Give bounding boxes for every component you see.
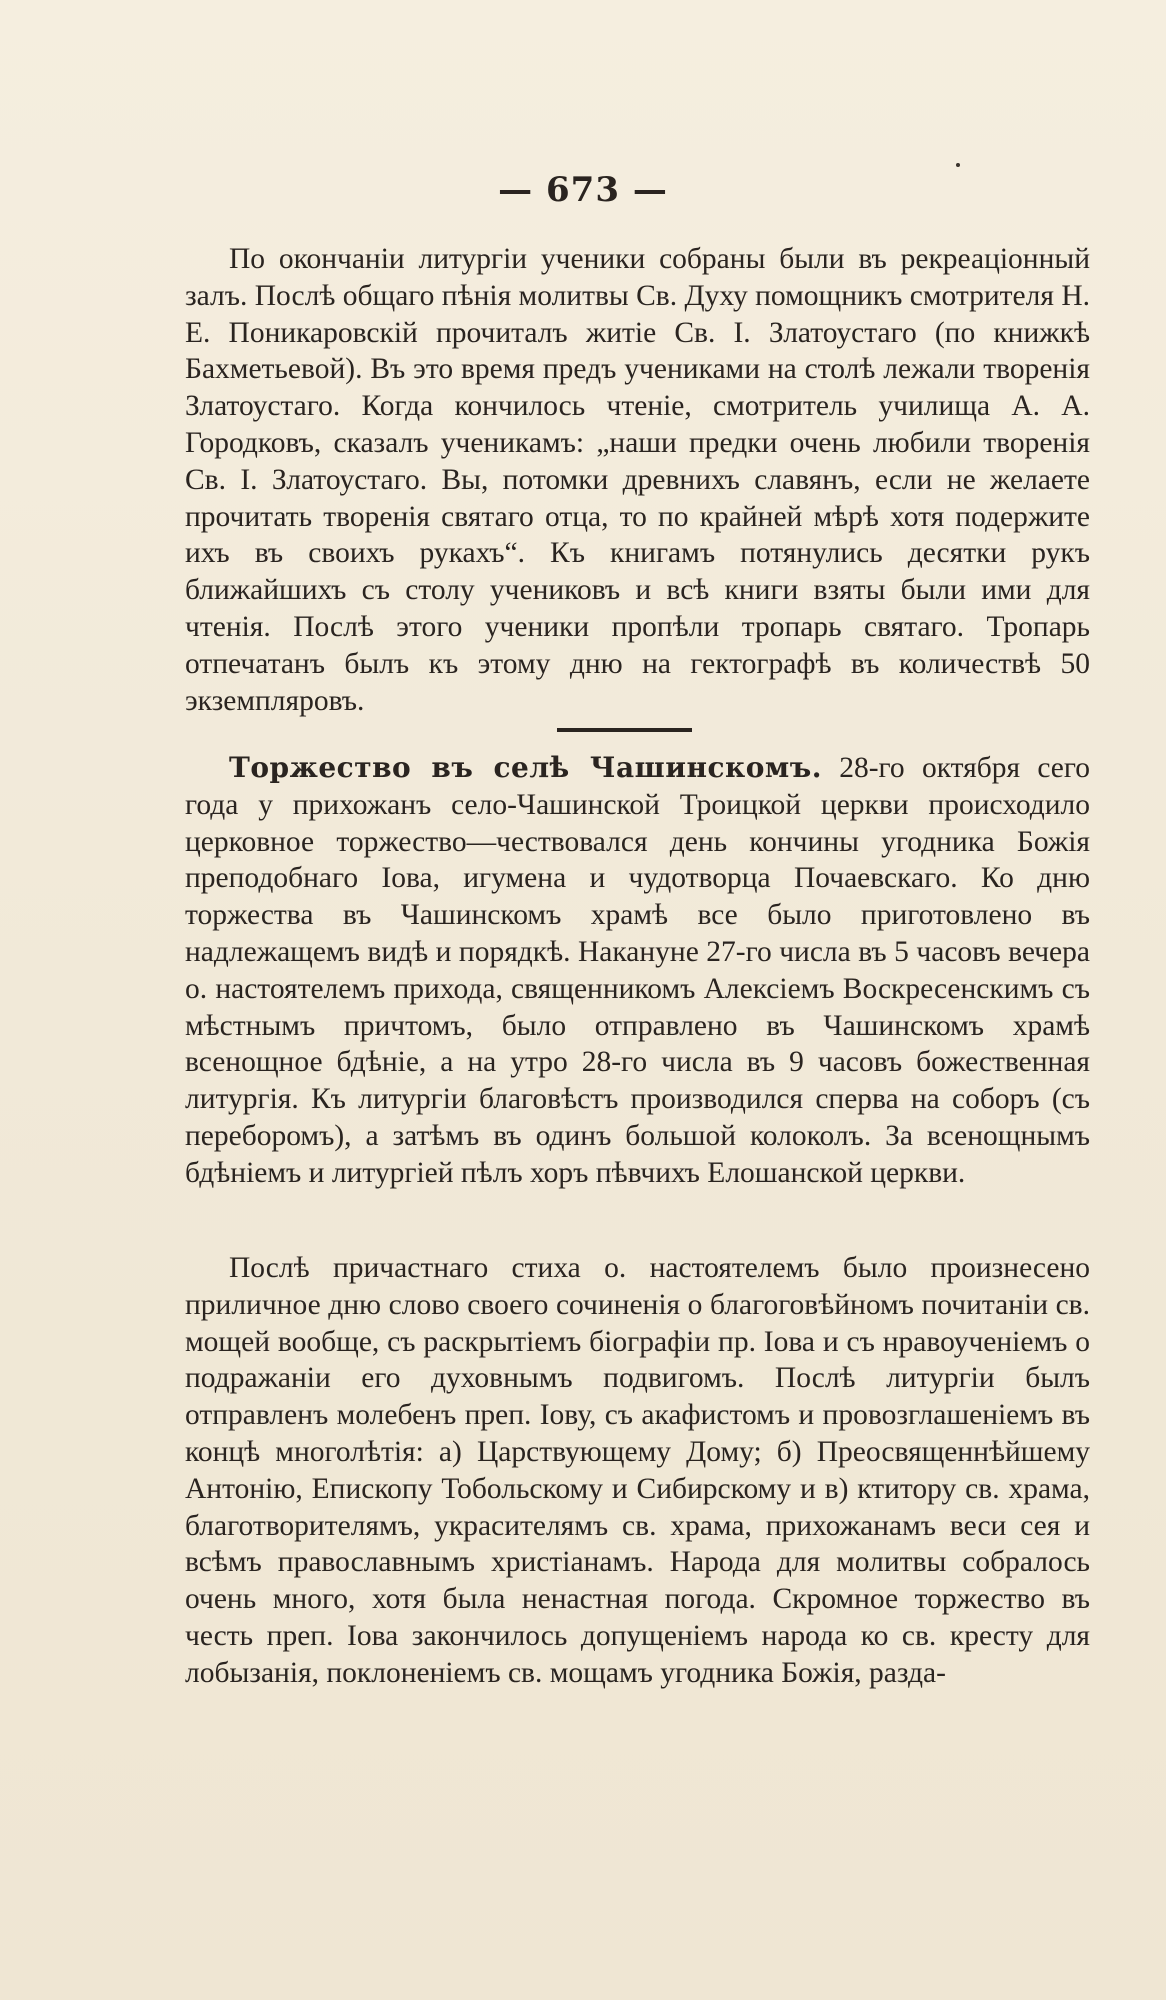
paragraph-celebration xyxy=(185,750,1090,1192)
section-divider xyxy=(557,728,692,732)
text-block-3 xyxy=(185,1250,1090,1692)
paragraph-liturgy-conclusion: По окончаніи литургіи ученики собраны были въ рекреаціонный залъ. Послѣ общаго пѣнія молитвы Св. Духу помощникъ смотрителя Н. Е. Поникаровскій прочиталъ житіе Св. І. Златоустаго (по книжкѣ Бахметьевой). Въ это время предъ учениками на столѣ лежали творенія Златоустаго. Когда кончилось чтеніе, смотритель училища А. А. Городковъ, сказалъ ученикамъ: „наши предки очень любили творенія Св. І. Златоустаго. Вы, потомки древнихъ славянъ, если не желаете прочитать творенія святаго отца, то по крайней мѣрѣ хотя подержите ихъ въ своихъ рукахъ“. Къ книгамъ потянулись десятки рукъ ближайшихъ съ столу учениковъ и всѣ книги взяты были ими для чтенія. Послѣ этого ученики пропѣли тропарь святаго. Тропарь отпечатанъ былъ къ этому дню на гектографѣ въ количествѣ 50 экземпляровъ. xyxy=(185,243,1090,717)
text-block-2 xyxy=(185,750,1090,1192)
text-block-1 xyxy=(185,241,1090,719)
section-heading: Торжество въ селѣ Чашинскомъ. xyxy=(229,751,822,784)
ink-speck xyxy=(956,163,960,167)
paragraph-sermon: Послѣ причастнаго стиха о. настоятелемъ было произнесено приличное дню слово своего сочиненія о благоговѣйномъ почитаніи св. мощей вообще, съ раскрытіемъ біографіи пр. Іова и съ нравоученіемъ о подражаніи его духовнымъ подвигомъ. Послѣ литургіи былъ отправленъ молебенъ преп. Іову, съ акафистомъ и провозглашеніемъ въ концѣ многолѣтія: а) Царствующему Дому; б) Преосвященнѣйшему Антонію, Епископу Тобольскому и Сибирскому и в) ктитору св. храма, благотворителямъ, украсителямъ св. храма, прихожанамъ веси сея и всѣмъ православнымъ христіанамъ. Народа для молитвы собралось очень много, хотя была ненастная погода. Скромное торжество въ честь преп. Іова закончилось допущеніемъ народа ко св. кресту для лобызанія, поклоненіемъ св. мощамъ угодника Божія, разда- xyxy=(185,1252,1090,1689)
page-number: — 673 — xyxy=(498,170,668,210)
paragraph-celebration-body: 28-го октября сего года у прихожанъ село-Чашинской Троицкой церкви происходило церковное торжество—чествовался день кончины угодника Божія преподобнаго Іова, игумена и чудотворца Почаевскаго. Ко дню торжества въ Чашинскомъ храмѣ все было приготовлено въ надлежащемъ видѣ и порядкѣ. Накануне 27-го числа въ 5 часовъ вечера о. настоятелемъ прихода, священникомъ Алексіемъ Воскресенскимъ съ мѣстнымъ причтомъ, было отправлено въ Чашинскомъ храмѣ всенощное бдѣніе, а на утро 28-го числа въ 9 часовъ божественная литургія. Къ литургіи благовѣстъ производился сперва на соборъ (съ переборомъ), а затѣмъ въ одинъ большой колоколъ. За всенощнымъ бдѣніемъ и литургіей пѣлъ хоръ пѣвчихъ Елошанской церкви. xyxy=(185,752,1090,1189)
